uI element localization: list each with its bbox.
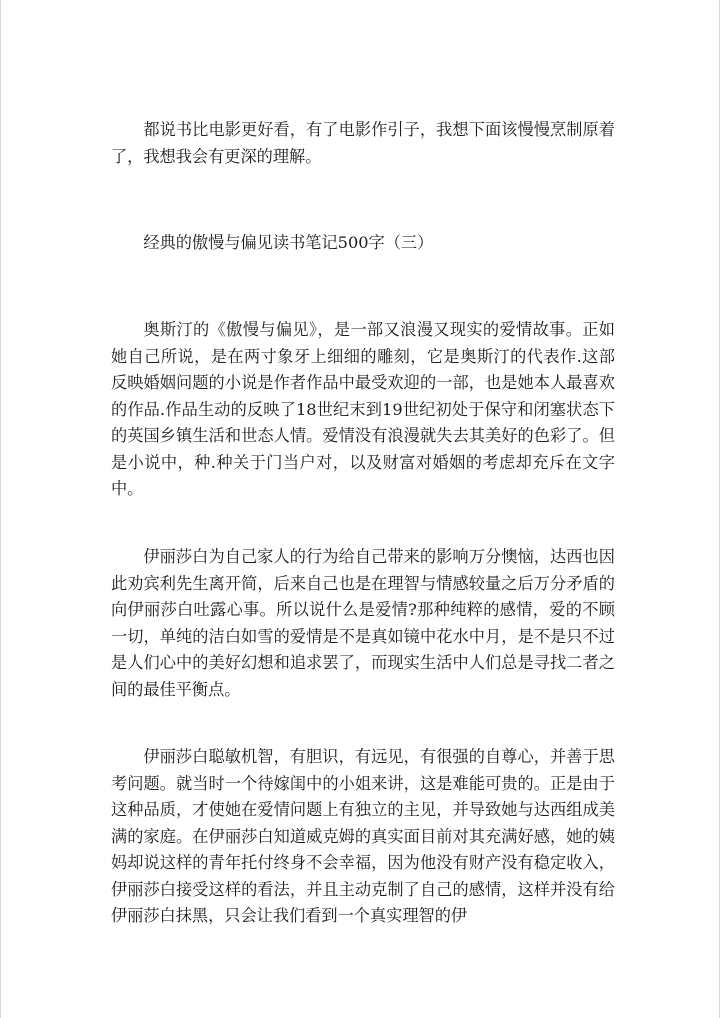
paragraph-intro: 都说书比电影更好看，有了电影作引子，我想下面该慢慢烹制原着了，我想我会有更深的理解。 — [111, 120, 615, 166]
section-heading: 经典的傲慢与偏见读书笔记500字（三） — [143, 233, 434, 252]
paragraph-elizabeth-family: 伊丽莎白为自己家人的行为给自己带来的影响万分懊恼，达西也因此劝宾利先生离开简，后来自己也是在理智与情感较量之后万分矛盾的向伊丽莎白吐露心事。所以说什么是爱情?那种纯粹的感情，爱的不顾一切，单纯的洁白如雪的爱情是不是真如镜中花水中月，是不是只不过是人们心中的美好幻想和追求罢了，而现实生活中人们总是寻找二者之间的最佳平衡点。 — [111, 547, 615, 699]
paragraph-elizabeth-character: 伊丽莎白聪敏机智，有胆识，有远见，有很强的自尊心，并善于思考问题。就当时一个待嫁闺中的小姐来讲，这是难能可贵的。正是由于这种品质，才使她在爱情问题上有独立的主见，并导致她与达西组成美满的家庭。在伊丽莎白知道威克姆的真实面目前对其充满好感，她的姨妈却说这样的青年托付终身不会幸福，因为他没有财产没有稳定收入，伊丽莎白接受这样的看法，并且主动克制了自己的感情，这样并没有给伊丽莎白抹黑，只会让我们看到一个真实理智的伊 — [111, 747, 615, 925]
paragraph-austen: 奥斯汀的《傲慢与偏见》，是一部又浪漫又现实的爱情故事。正如她自己所说，是在两寸象牙上细细的雕刻，它是奥斯汀的代表作.这部反映婚姻问题的小说是作者作品中最受欢迎的一部，也是她本人最喜欢的作品.作品生动的反映了18世纪末到19世纪初处于保守和闭塞状态下的英国乡镇生活和世态人情。爱情没有浪漫就失去其美好的色彩了。但是小说中，种.种关于门当户对，以及财富对婚姻的考虑却充斥在文字中。 — [111, 320, 615, 498]
